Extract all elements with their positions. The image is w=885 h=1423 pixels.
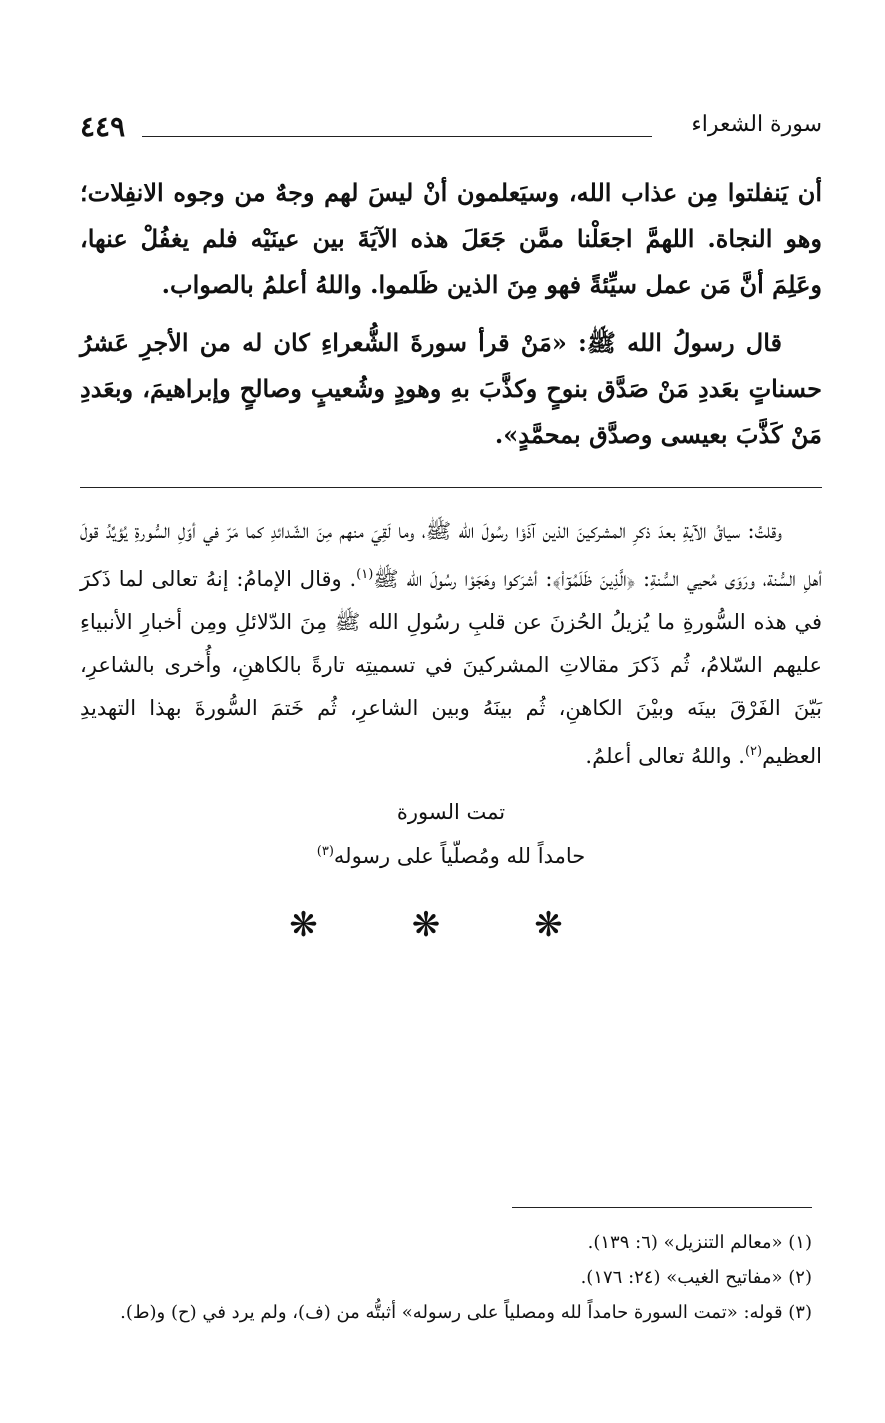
running-title: سورة الشعراء [691, 112, 822, 137]
commentary-text-c: . واللهُ تعالى أعلمُ. [585, 744, 745, 768]
main-paragraph-2: قال رسولُ الله ﷺ: «مَنْ قرأ سورةَ الشُّعراءِ كان له من الأجرِ عَشرُ حسناتٍ بعَددِ مَنْ صَدَّق بنوحٍ وكذَّبَ بهِ وهودٍ وشُعيبٍ وصالحٍ وإبراهيمَ، وبعَددِ مَنْ كَذَّبَ بعيسى وصدَّق بمحمَّدٍ». [80, 328, 822, 449]
main-text [80, 170, 822, 458]
main-paragraph-1: أن يَنفلتوا مِن عذاب الله، وسيَعلمون أنْ ليسَ لهم وجهٌ من وجوه الانفِلات؛ وهو النجاة. اللهمَّ اجعَلْنا ممَّن جَعَلَ هذه الآيَةَ بين عينَيْه فلم يغفُلْ عنها، وعَلِمَ أنَّ مَن عمل سيِّئةً فهو مِنَ الذين ظَلموا. واللهُ أعلمُ بالصواب. [80, 178, 822, 299]
surah-closing [80, 792, 822, 876]
header-rule [142, 136, 652, 137]
footnotes-list [80, 1225, 812, 1330]
footnote-rule [512, 1207, 812, 1208]
page-header [80, 110, 822, 154]
section-divider-stars [80, 905, 822, 945]
commentary-text-b: . وقال الإمامُ: إنهُ تعالى لما ذَكرَ في هذه السُّورةِ ما يُزيلُ الحُزنَ عن قلبِ رسُولِ الله ﷺ مِنَ الدّلائلِ ومِن أخبارِ الأنبياءِ عليهم السّلامُ، ثُم ذَكرَ مقالاتِ المشركينَ في تسميتِه تارةً بالكاهنِ، وأُخرى بالشاعرِ، بَيّنَ الفَرْقَ بينَه وبيْنَ الكاهنِ، ثُم بينَهُ وبين الشاعرِ، ثُم خَتمَ السُّورةَ بهذا التهديدِ العظيم [80, 567, 822, 768]
footnote-item: (٣) قوله: «تمت السورة حامداً لله ومصلياً على رسوله» أثبتُّه من (ف)، ولم يرد في (ح) و(ط). [120, 1302, 812, 1323]
footnote-ref-1: (١) [356, 567, 374, 582]
closing-line-2-wrap [80, 832, 822, 876]
closing-line-1: تمت السورة [396, 800, 506, 824]
page-number: ٤٤٩ [80, 110, 126, 143]
footnote-item: (٢) «مفاتيح الغيب» (٢٤: ١٧٦). [580, 1267, 812, 1288]
footnote-ref-2: (٢) [744, 744, 763, 759]
star-ornament: ❋ [411, 905, 491, 945]
star-ornament: ❋ [289, 905, 368, 945]
footnote-ref-3: (٣) [316, 844, 334, 859]
star-ornament: ❋ [534, 905, 613, 945]
closing-line-2: حامداً لله ومُصلّياً على رسوله [333, 844, 586, 868]
commentary-paragraph [80, 510, 822, 778]
footnote-item: (١) «معالم التنزيل» (٦: ١٣٩). [587, 1232, 812, 1253]
commentary-separator [80, 487, 822, 488]
commentary-text-a: وقلتُ: سياقُ الآيةِ بعدَ ذكرِ المشركينَ الذين آذَوْا رسُولَ الله ﷺ، وما لَقِيَ منهم مِنَ الشّدائدِ كما مَرّ في أوّلِ السُّورةِ يُؤيِّدُ قولَ أهلِ السُّنة، ورَوَى مُحيي السُّنةِ: ﴿الَّذِينَ ظَلَمُوٓاْ﴾: أشرَكوا وهَجَوْا رسُولَ الله ﷺ [80, 519, 822, 591]
